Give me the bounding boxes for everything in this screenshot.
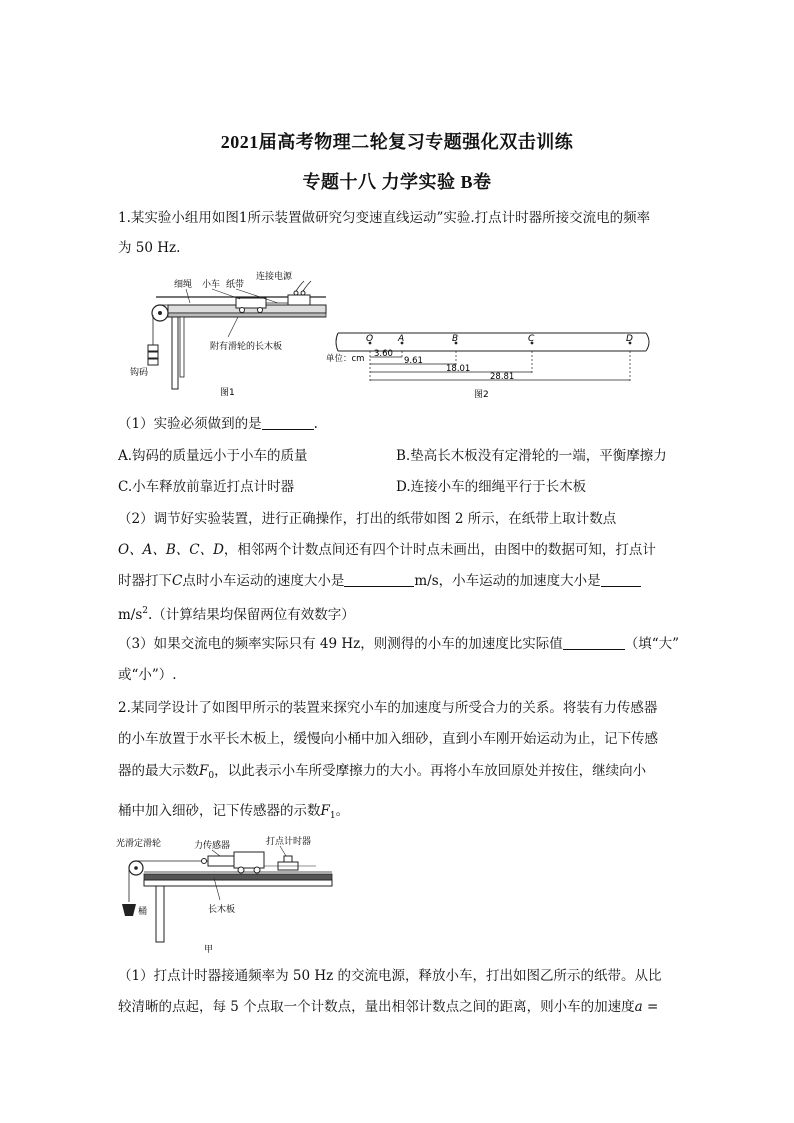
figure-2-tape — [326, 325, 660, 405]
page-title: 2021届高考物理二轮复习专题强化双击训练 — [220, 132, 574, 152]
q2-part1-line2 — [118, 997, 658, 1017]
q1-part2-l3d: m/s，小车运动的加速度大小是 — [414, 573, 601, 589]
q2-part1-l2c: = — [642, 999, 659, 1015]
fig2-dist-OB: 9.61 — [404, 356, 423, 366]
fig2-point-O: O — [366, 334, 374, 344]
q2-stem-line2: 的小车放置于水平长木板上，缓慢向小桶中加入细砂，直到小车刚开始运动为止，记下传感 — [118, 731, 658, 747]
q1-part2-line2 — [118, 540, 656, 560]
fig2-point-C: C — [528, 334, 535, 344]
q2-stem-l4b: 。 — [335, 803, 350, 819]
fig1-label-weight: 钩码 — [130, 368, 149, 378]
figjia-label-timer: 打点计时器 — [266, 837, 312, 847]
q1-part2-line3 — [118, 571, 641, 591]
figjia-label-sensor: 力传感器 — [194, 841, 231, 851]
fig1-label-string: 细绳 — [174, 280, 193, 290]
page-subtitle: 专题十八 力学实验 B卷 — [302, 172, 492, 192]
q2-stem-line4 — [118, 801, 349, 826]
q1-part2-l3a: 时器打下 — [118, 573, 172, 589]
q2-stem-l4a: 桶中加入细砂，记下传感器的示数 — [118, 803, 321, 819]
q1-part3-line1 — [118, 634, 679, 654]
q2-part1-l2b: a — [634, 999, 643, 1015]
q1-part2-l3c: 点时小车运动的速度大小是 — [182, 573, 345, 589]
q1-part1-end: . — [313, 416, 318, 432]
q1-part3-l1a: （3）如果交流电的频率实际只有 49 Hz，则测得的小车的加速度比实际值 — [118, 636, 563, 652]
q1-stem-line2: 为 50 Hz. — [118, 240, 181, 256]
q1-acceleration-blank[interactable] — [601, 572, 641, 587]
fig1-label-car: 小车 — [202, 280, 221, 290]
fig1-label-tape: 纸带 — [226, 280, 245, 290]
fig2-point-A: A — [398, 334, 405, 344]
q1-part2-l4b: .（计算结果均保留两位有效数字） — [148, 607, 355, 623]
q1-option-d[interactable]: D.连接小车的细绳平行于长木板 — [396, 479, 587, 495]
fig2-point-D: D — [626, 334, 633, 344]
q1-part3-l1b: （填“大” — [624, 636, 680, 652]
q1-part2-l4sup: 2 — [142, 606, 149, 616]
figure-1-apparatus — [128, 265, 328, 403]
fig2-caption: 图2 — [474, 390, 489, 400]
figjia-label-board: 长木板 — [208, 905, 236, 915]
fig2-dist-OA: 3.60 — [374, 349, 393, 359]
q1-velocity-blank[interactable] — [344, 572, 414, 587]
q1-part2-l4a: m/s — [118, 607, 143, 623]
q1-part3-answer-blank[interactable] — [563, 635, 625, 650]
q1-part2-l3b: C — [172, 573, 183, 589]
q1-option-c[interactable]: C.小车释放前靠近打点计时器 — [118, 479, 295, 495]
q1-part1-answer-blank[interactable] — [262, 415, 314, 430]
q2-part1-l2a: 较清晰的点起，每 5 个点取一个计数点，量出相邻计数点之间的距离，则小车的加速度 — [118, 999, 635, 1015]
figure-jia-apparatus — [116, 832, 346, 956]
figjia-label-pulley: 光滑定滑轮 — [116, 839, 162, 849]
figjia-caption: 甲 — [204, 945, 214, 955]
fig2-dist-OD: 28.81 — [490, 372, 515, 382]
q2-stem-line1: 2.某同学设计了如图甲所示的装置来探究小车的加速度与所受合力的关系。将装有力传感器 — [118, 700, 658, 716]
q2-stem-line3 — [118, 761, 646, 786]
fig2-point-B: B — [452, 334, 459, 344]
q2-part1-line1: （1）打点计时器接通频率为 50 Hz 的交流电源，释放小车，打出如图乙所示的纸带。从比 — [118, 968, 662, 984]
fig1-label-power: 连接电源 — [256, 272, 293, 282]
q1-option-a[interactable]: A.钩码的质量远小于小车的质量 — [118, 448, 308, 464]
q2-stem-l3F: F — [199, 763, 209, 779]
q2-stem-l4sub: 1 — [329, 811, 336, 821]
fig1-caption: 图1 — [220, 388, 235, 398]
q1-part2-line2-text: ，相邻两个计数点间还有四个计时点未画出，由图中的数据可知，打点计 — [223, 542, 656, 558]
figjia-label-bucket: 桶 — [138, 907, 148, 917]
fig1-label-board: 附有滑轮的长木板 — [210, 342, 283, 352]
q1-part1-text: （1）实验必须做到的是 — [118, 416, 262, 432]
fig2-dist-OC: 18.01 — [446, 364, 471, 374]
fig2-unit: 单位：cm — [326, 354, 365, 364]
q1-stem-line1: 1.某实验小组用如图1所示装置做研究匀变速直线运动”实验.打点计时器所接交流电的频率 — [118, 210, 651, 226]
q2-stem-l3b: ，以此表示小车所受摩擦力的大小。再将小车放回原处并按住，继续向小 — [214, 763, 647, 779]
q2-stem-l3a: 器的最大示数 — [118, 763, 199, 779]
q1-part2-points: O、A、B、C、D — [118, 542, 224, 558]
q1-part2-line4 — [118, 601, 355, 625]
q2-stem-l3sub: 0 — [208, 771, 215, 781]
q2-stem-l4F: F — [320, 803, 330, 819]
q1-part1 — [118, 414, 318, 434]
q1-part3-line2: 或“小”）. — [118, 667, 177, 683]
q1-option-b[interactable]: B.垫高长木板没有定滑轮的一端，平衡摩擦力 — [396, 448, 667, 464]
q1-part2-line1: （2）调节好实验装置，进行正确操作，打出的纸带如图 2 所示，在纸带上取计数点 — [118, 511, 617, 527]
